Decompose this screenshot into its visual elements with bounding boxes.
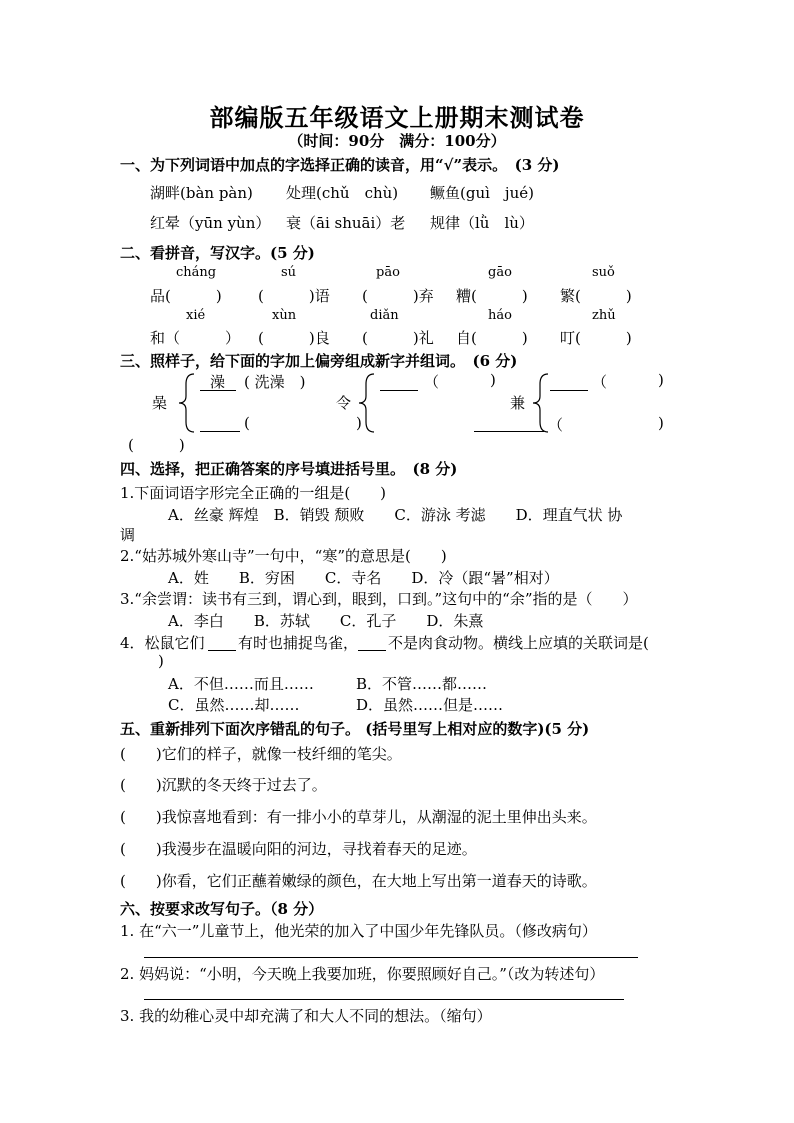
s2-pinyin-9: háo — [488, 308, 512, 323]
s4-q1: 1.下面词语字形完全正确的一组是( ) — [120, 484, 387, 502]
s6-q3: 3. 我的幼稚心灵中却充满了和大人不同的想法。（缩句） — [120, 1007, 492, 1025]
s1-item-6: 规律（lǜ lù） — [430, 214, 534, 232]
s3-open-paren-3: （ — [592, 373, 608, 391]
s2-blank-7[interactable]: ( )良 — [258, 329, 330, 347]
s3-blank-line-4[interactable] — [474, 431, 544, 432]
s1-item-4: 红晕（yūn yùn） — [150, 214, 271, 232]
s4-q2: 2.“姑苏城外寒山寺”一句中，“寒”的意思是( ) — [120, 547, 447, 565]
s6-answer-line-2[interactable] — [144, 999, 624, 1000]
s2-blank-4[interactable]: 糟( ) — [456, 287, 528, 305]
s1-item-1: 湖畔(bàn pàn) — [150, 184, 253, 202]
s1-item-5: 衰（āi shuāi）老 — [286, 214, 406, 232]
section-2-heading: 二、看拼音，写汉字。(5 分) — [120, 244, 315, 262]
s4-q4-opt-c: C．虽然……却…… — [168, 696, 300, 714]
s3-brace-1 — [176, 372, 196, 434]
s2-pinyin-2: sú — [281, 265, 297, 280]
s2-blank-8[interactable]: ( )礼 — [362, 329, 434, 347]
s4-q2-options: A．姓 B．穷困 C．寺名 D．冷（跟“暑”相对） — [168, 569, 559, 587]
s3-open-paren-2: （ — [424, 373, 440, 391]
s2-pinyin-7: xùn — [272, 308, 297, 323]
s2-blank-3[interactable]: ( )弃 — [362, 287, 434, 305]
s4-q1-options: A．丝豪 辉煌 B．销毁 颓败 C．游泳 考滤 D．理直气状 协 — [168, 506, 623, 524]
s5-line-5[interactable]: ( )你看，它们正蘸着嫩绿的颜色，在大地上写出第一道春天的诗歌。 — [120, 872, 597, 890]
s3-blank-line-3[interactable] — [550, 390, 588, 391]
s3-example-char: 澡 — [210, 373, 226, 391]
s2-pinyin-6: xié — [186, 308, 206, 323]
s4-q4-blank-2[interactable] — [358, 650, 386, 651]
s1-item-2: 处理(chǔ chù) — [286, 184, 399, 202]
s3-close-paren-2: ) — [490, 371, 496, 389]
s4-q4-part-b: 有时也捕捉鸟雀， — [238, 634, 359, 652]
s1-item-3: 鳜鱼(guì jué) — [430, 184, 534, 202]
s3-close-paren-3: ) — [356, 414, 362, 432]
s3-brace-3 — [530, 372, 550, 434]
s3-paren-wrap[interactable]: ( ) — [128, 436, 185, 454]
s3-example-word: ( 洗澡 ) — [244, 373, 306, 391]
s6-q2: 2. 妈妈说：“小明，今天晚上我要加班，你要照顾好自己。”（改为转述句） — [120, 965, 605, 983]
s3-open-paren-4: （ — [548, 416, 564, 434]
s4-q1-wrap: 调 — [120, 526, 136, 544]
s5-line-2[interactable]: ( )沉默的冬天终于过去了。 — [120, 776, 327, 794]
s2-blank-10[interactable]: 叮( ) — [560, 329, 632, 347]
s3-close-paren-4: ) — [658, 371, 664, 389]
s6-answer-line-1[interactable] — [144, 957, 638, 958]
s3-base-char-1: 喿 — [152, 394, 168, 412]
s2-pinyin-10: zhǔ — [592, 308, 616, 323]
s4-q3-options: A．李白 B．苏轼 C．孔子 D．朱熹 — [168, 612, 484, 630]
s3-base-char-2: 令 — [336, 394, 352, 412]
s5-line-4[interactable]: ( )我漫步在温暖向阳的河边，寻找着春天的足迹。 — [120, 840, 477, 858]
section-4-heading: 四、选择，把正确答案的序号填进括号里。 (8 分) — [120, 460, 458, 478]
s2-pinyin-3: pāo — [376, 265, 400, 280]
s4-q4-opt-b: B．不管……都…… — [356, 675, 488, 693]
s6-q1: 1. 在“六一”儿童节上，他光荣的加入了中国少年先锋队员。（修改病句） — [120, 922, 597, 940]
s3-open-paren-1: ( — [244, 414, 250, 432]
page-subtitle: （时间：90分 满分：100分） — [288, 132, 506, 150]
s3-blank-line-2[interactable] — [380, 390, 418, 391]
s4-q4-opt-a: A．不但……而且…… — [168, 675, 314, 693]
s4-q4-part-c: 不是肉食动物。横线上应填的关联词是( — [388, 634, 649, 652]
s2-blank-6[interactable]: 和（ ） — [150, 329, 241, 347]
s3-close-paren-5: ) — [658, 414, 664, 432]
s2-blank-1[interactable]: 品( ) — [150, 287, 222, 305]
s3-blank-line-1[interactable] — [200, 431, 240, 432]
section-6-heading: 六、按要求改写句子。（8 分） — [120, 900, 324, 918]
s2-pinyin-4: gāo — [488, 265, 512, 280]
section-3-heading: 三、照样子，给下面的字加上偏旁组成新字并组词。 (6 分) — [120, 352, 518, 370]
page-title: 部编版五年级语文上册期末测试卷 — [209, 103, 585, 132]
s2-blank-5[interactable]: 繁( ) — [560, 287, 632, 305]
s4-q4-blank-1[interactable] — [208, 650, 236, 651]
s2-pinyin-1: cháng — [176, 265, 217, 280]
s2-blank-2[interactable]: ( )语 — [258, 287, 330, 305]
section-1-heading: 一、为下列词语中加点的字选择正确的读音，用“√”表示。 (3 分) — [120, 156, 560, 174]
s5-line-3[interactable]: ( )我惊喜地看到：有一排小小的草芽儿，从潮湿的泥土里伸出头来。 — [120, 808, 597, 826]
s4-q3: 3.“余尝谓：读书有三到，谓心到，眼到，口到。”这句中的“余”指的是（ ） — [120, 590, 638, 608]
section-5-heading: 五、重新排列下面次序错乱的句子。 (括号里写上相对应的数字)(5 分) — [120, 720, 590, 738]
s2-pinyin-8: diǎn — [370, 308, 399, 323]
s4-q4-part-a: 4．松鼠它们 — [120, 634, 205, 652]
s4-q4-opt-d: D．虽然……但是…… — [356, 696, 504, 714]
s3-base-char-3: 兼 — [510, 394, 526, 412]
s5-line-1[interactable]: ( )它们的样子，就像一枝纤细的笔尖。 — [120, 745, 402, 763]
s4-q4-wrap: ) — [158, 652, 164, 670]
s2-pinyin-5: suǒ — [592, 265, 615, 280]
s2-blank-9[interactable]: 自( ) — [456, 329, 528, 347]
